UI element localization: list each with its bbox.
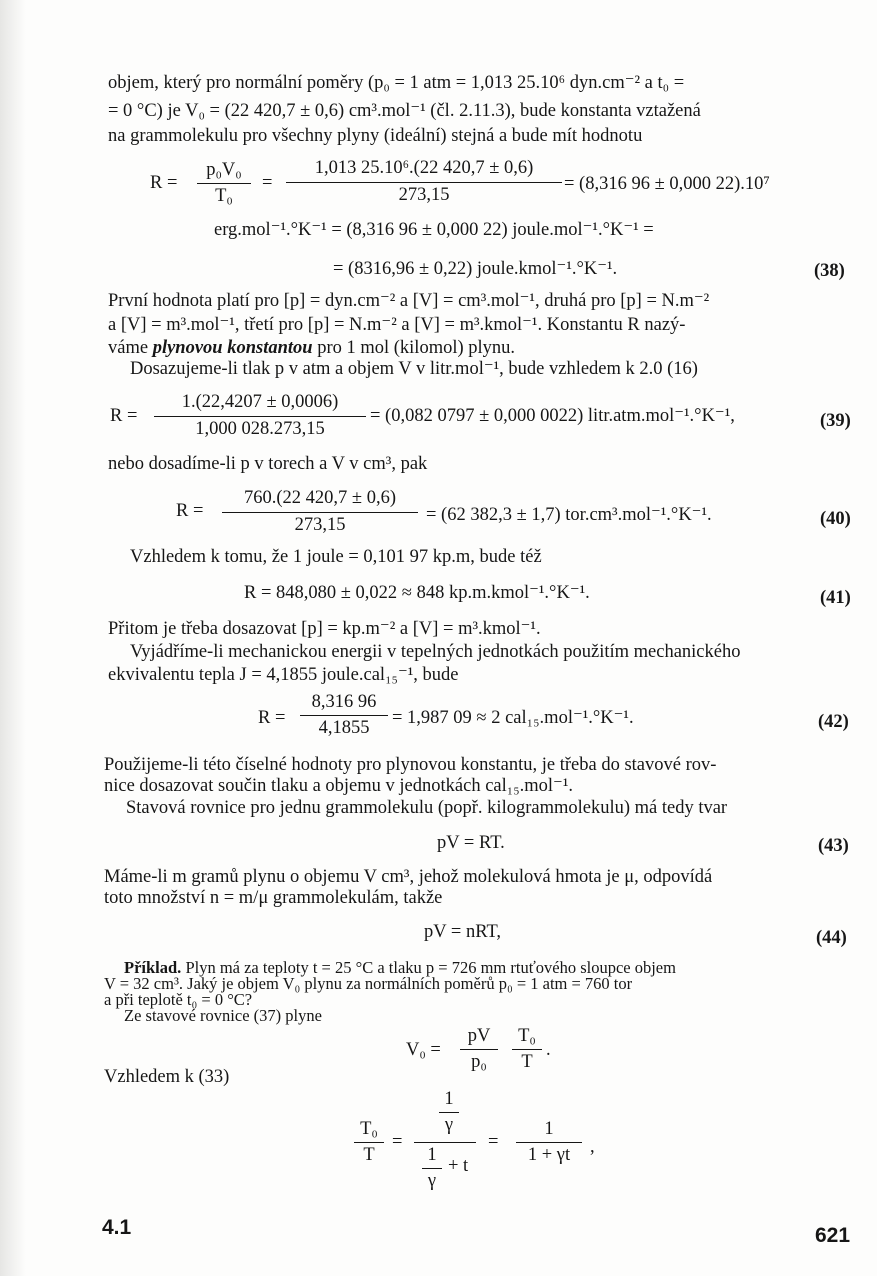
example-line-4: Ze stavové rovnice (37) plyne	[124, 1006, 322, 1025]
eq42-denominator: 4,1855	[318, 718, 370, 738]
eqT-equals-2: =	[488, 1132, 499, 1152]
page-number: 621	[815, 1224, 851, 1247]
paragraph-1-line-3: na grammolekulu pro všechny plyny (ideální) stejná a bude mít hodnotu	[108, 126, 643, 146]
eqT-bottom-numerator: 1	[427, 1145, 437, 1165]
eq39-number: (39)	[820, 411, 851, 431]
page-edge-shadow	[0, 0, 26, 1276]
paragraph-2-line-3-end: pro 1 mol (kilomol) plynu.	[312, 338, 516, 358]
eq39-lhs: R =	[110, 406, 138, 426]
eq40-numerator: 760.(22 420,7 ± 0,6)	[244, 488, 396, 508]
eq38-number: (38)	[814, 261, 845, 281]
eqV0-frac2-denominator: T	[521, 1052, 533, 1072]
example-line-2: V = 32 cm³. Jaký je objem V₀ plynu za normálních poměrů p₀ = 1 atm = 760 tor	[104, 974, 633, 993]
eqT-bottom-denominator: γ	[427, 1171, 437, 1191]
example-line-1-text: Plyn má za teploty t = 25 °C a tlaku p = 726 mm rtuťového sloupce objem	[181, 958, 676, 977]
eq41: R = 848,080 ± 0,022 ≈ 848 kp.m.kmol⁻¹.°K⁻¹.	[244, 583, 590, 603]
eq38-rhs: = (8,316 96 ± 0,000 22).10⁷	[564, 174, 770, 194]
eq42-numerator: 8,316 96	[311, 692, 377, 712]
eqV0-lhs: V₀ =	[406, 1040, 441, 1060]
eq38-frac1-numerator: p₀V₀	[206, 160, 242, 180]
eqT-rhs-denominator: 1 + γt	[527, 1145, 571, 1165]
eq38-frac2-denominator: 273,15	[398, 185, 450, 205]
eq38-frac2-numerator: 1,013 25.10⁶.(22 420,7 ± 0,6)	[314, 158, 534, 178]
eq40-number: (40)	[820, 509, 851, 529]
line-pritom: Přitom je třeba dosazovat [p] = kp.m⁻² a [V] = m³.kmol⁻¹.	[108, 619, 541, 639]
eqV0-frac1-numerator: pV	[467, 1026, 491, 1046]
eq43: pV = RT.	[437, 833, 505, 853]
paragraph-2-line-4: Dosazujeme-li tlak p v atm a objem V v litr.mol⁻¹, bude vzhledem k 2.0 (16)	[130, 359, 698, 379]
eqT-equals-1: =	[392, 1132, 403, 1152]
paragraph-2-line-3-start: váme	[108, 338, 153, 358]
eqV0-period: .	[546, 1040, 551, 1060]
eqT-top-denominator: γ	[444, 1115, 454, 1135]
eq38-frac1-denominator: T₀	[215, 186, 233, 206]
eq41-number: (41)	[820, 588, 851, 608]
example-label: Příklad.	[124, 958, 182, 977]
eq39-numerator: 1.(22,4207 ± 0,0006)	[181, 392, 339, 412]
eq44-number: (44)	[816, 928, 847, 948]
eqT-rhs-numerator: 1	[544, 1119, 554, 1139]
paragraph-2-line-2: a [V] = m³.mol⁻¹, třetí pro [p] = N.m⁻² a [V] = m³.kmol⁻¹. Konstantu R nazý-	[108, 315, 686, 335]
paragraph-3-line-1: Vyjádříme-li mechanickou energii v tepelných jednotkách použitím mechanického	[130, 642, 741, 662]
line-torr: nebo dosadíme-li p v torech a V v cm³, pak	[108, 454, 428, 474]
eqV0-frac1-denominator: p₀	[471, 1052, 487, 1072]
paragraph-2-line-3	[108, 337, 515, 359]
eq40-rhs: = (62 382,3 ± 1,7) tor.cm³.mol⁻¹.°K⁻¹.	[426, 505, 712, 525]
eq40-lhs: R =	[176, 501, 204, 521]
eqT-plus-t: + t	[448, 1156, 469, 1176]
eqT-lhs-denominator: T	[363, 1145, 375, 1165]
paragraph-5-line-1: Máme-li m gramů plynu o objemu V cm³, jehož molekulová hmota je μ, odpovídá	[104, 867, 713, 887]
eq38-lhs: R =	[150, 173, 178, 193]
paragraph-4-line-2: nice dosazovat součin tlaku a objemu v jednotkách cal₁₅.mol⁻¹.	[104, 776, 573, 796]
eqV0-frac2-numerator: T₀	[518, 1026, 536, 1046]
eqT-lhs-numerator: T₀	[360, 1119, 378, 1139]
eq42-rhs: = 1,987 09 ≈ 2 cal₁₅.mol⁻¹.°K⁻¹.	[392, 708, 634, 728]
paragraph-4-line-3: Stavová rovnice pro jednu grammolekulu (popř. kilogrammolekulu) má tedy tvar	[126, 798, 728, 818]
eq42-lhs: R =	[258, 708, 286, 728]
line-vzhledem: Vzhledem k (33)	[104, 1067, 230, 1087]
paragraph-1-line-2: = 0 °C) je V₀ = (22 420,7 ± 0,6) cm³.mol⁻¹ (čl. 2.11.3), bude konstanta vztažená	[108, 101, 701, 121]
eq44: pV = nRT,	[424, 922, 501, 942]
section-number: 4.1	[102, 1216, 132, 1239]
eqT-comma: ,	[590, 1137, 595, 1157]
example-line-3: a při teplotě t₀ = 0 °C?	[104, 990, 253, 1009]
eq38-equals: =	[262, 173, 273, 193]
paragraph-2-line-1: První hodnota platí pro [p] = dyn.cm⁻² a [V] = cm³.mol⁻¹, druhá pro [p] = N.m⁻²	[108, 291, 710, 311]
paragraph-1-line-1: objem, který pro normální poměry (p₀ = 1 atm = 1,013 25.10⁶ dyn.cm⁻² a t₀ =	[108, 73, 685, 93]
line-joule: Vzhledem k tomu, že 1 joule = 0,101 97 kp.m, bude též	[130, 547, 542, 567]
eq42-number: (42)	[818, 712, 849, 732]
eqT-top-numerator: 1	[444, 1089, 454, 1109]
eq38-line-2: erg.mol⁻¹.°K⁻¹ = (8,316 96 ± 0,000 22) joule.mol⁻¹.°K⁻¹ =	[214, 220, 654, 240]
paragraph-3-line-2: ekvivalentu tepla J = 4,1855 joule.cal₁₅⁻¹, bude	[108, 665, 459, 685]
eq38-line-3: = (8316,96 ± 0,22) joule.kmol⁻¹.°K⁻¹.	[333, 259, 618, 279]
paragraph-4-line-1: Použijeme-li této číselné hodnoty pro plynovou konstantu, je třeba do stavové rov-	[104, 755, 717, 775]
eq39-denominator: 1,000 028.273,15	[195, 419, 325, 439]
eq40-denominator: 273,15	[294, 515, 346, 535]
paragraph-5-line-2: toto množství n = m/μ grammolekulám, takže	[104, 888, 443, 908]
eq43-number: (43)	[818, 836, 849, 856]
eq39-rhs: = (0,082 0797 ± 0,000 0022) litr.atm.mol⁻¹.°K⁻¹,	[370, 406, 735, 426]
term-plynova-konstanta: plynovou konstantou	[152, 338, 313, 358]
